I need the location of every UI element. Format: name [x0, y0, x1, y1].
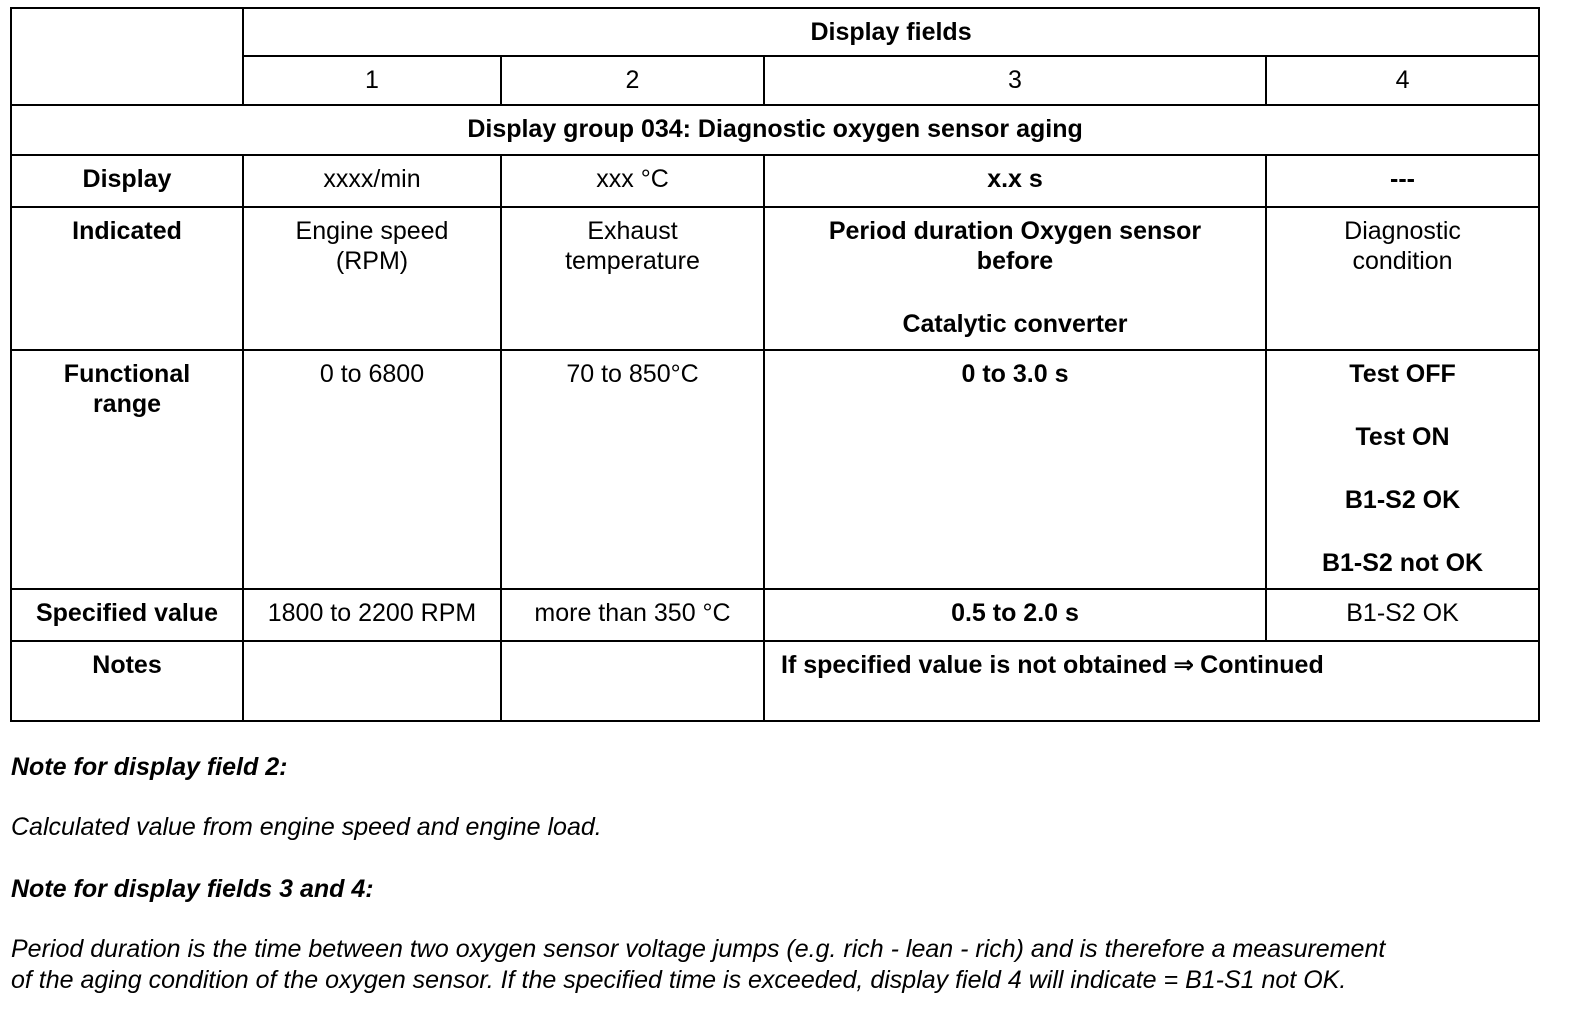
functional-field-1: 0 to 6800	[243, 350, 501, 589]
indicated-field-3	[764, 207, 1266, 350]
header-row	[11, 8, 1539, 56]
display-field-1: xxxx/min	[243, 155, 501, 207]
display-row-label: Display	[11, 155, 243, 207]
indicated-field-1-line2: (RPM)	[335, 247, 409, 275]
functional-range-label	[11, 350, 243, 589]
note-spacer	[11, 843, 1551, 874]
specified-value-row	[11, 589, 1539, 641]
indicated-field-2-line2: temperature	[565, 247, 700, 275]
note1-heading: Note for display field 2:	[11, 753, 288, 781]
specified-field-1: 1800 to 2200 RPM	[243, 589, 501, 641]
notes-field-2	[501, 641, 764, 721]
field-number-2: 2	[501, 56, 764, 105]
note-spacer	[11, 905, 1551, 934]
corner-cell	[11, 8, 243, 105]
functional-range-label-line2: range	[92, 390, 162, 418]
footnotes	[11, 752, 1551, 996]
field-number-4: 4	[1266, 56, 1539, 105]
functional-field-4-spacer	[1275, 389, 1530, 422]
display-fields-header: Display fields	[243, 8, 1539, 56]
indicated-field-2	[501, 207, 764, 350]
functional-range-row	[11, 350, 1539, 589]
note2-heading: Note for display fields 3 and 4:	[11, 875, 374, 903]
functional-field-4-item: Test ON	[1355, 423, 1450, 451]
functional-field-4-item: Test OFF	[1349, 360, 1456, 388]
group-title-row	[11, 105, 1539, 155]
display-fields-table	[10, 7, 1540, 722]
field-number-3: 3	[764, 56, 1266, 105]
indicated-row	[11, 207, 1539, 350]
functional-range-label-line1: Functional	[63, 360, 191, 388]
display-field-2: xxx °C	[501, 155, 764, 207]
functional-field-4-item: B1-S2 not OK	[1321, 549, 1484, 577]
indicated-field-2-line1: Exhaust	[587, 217, 678, 245]
specified-value-label: Specified value	[11, 589, 243, 641]
note2-text-line2: of the aging condition of the oxygen sensor. If the specified time is exceeded, display field 4 will indicate = B1-S1 not OK.	[11, 966, 1347, 994]
specified-field-4: B1-S2 OK	[1266, 589, 1539, 641]
indicated-field-3-line3: Catalytic converter	[902, 310, 1128, 338]
functional-field-4-spacer	[1275, 452, 1530, 485]
functional-field-4	[1266, 350, 1539, 589]
functional-field-4-spacer	[1275, 515, 1530, 548]
display-field-4: ---	[1266, 155, 1539, 207]
notes-field-1	[243, 641, 501, 721]
indicated-field-4-line2: condition	[1352, 247, 1453, 275]
indicated-field-1-line1: Engine speed	[295, 217, 449, 245]
functional-field-3: 0 to 3.0 s	[764, 350, 1266, 589]
specified-field-2: more than 350 °C	[501, 589, 764, 641]
indicated-field-3-spacer	[773, 276, 1257, 309]
note2-text-line1: Period duration is the time between two oxygen sensor voltage jumps (e.g. rich - lean - rich) and is therefore a measurement	[11, 935, 1386, 963]
right-arrow-icon: ⇒	[1173, 651, 1195, 679]
indicated-row-label: Indicated	[11, 207, 243, 350]
notes-fields-3-4	[764, 641, 1539, 721]
indicated-field-1	[243, 207, 501, 350]
field-number-1: 1	[243, 56, 501, 105]
functional-field-4-item: B1-S2 OK	[1344, 486, 1461, 514]
notes-continued-link[interactable]: Continued	[1200, 651, 1324, 679]
display-field-3: x.x s	[764, 155, 1266, 207]
note1-text: Calculated value from engine speed and engine load.	[11, 813, 602, 841]
indicated-field-4	[1266, 207, 1539, 350]
notes-prefix: If specified value is not obtained	[781, 651, 1168, 679]
group-title: Display group 034: Diagnostic oxygen sensor aging	[11, 105, 1539, 155]
functional-field-2: 70 to 850°C	[501, 350, 764, 589]
indicated-field-4-line1: Diagnostic	[1344, 217, 1461, 245]
indicated-field-3-line2: before	[976, 247, 1054, 275]
notes-label: Notes	[11, 641, 243, 721]
display-row	[11, 155, 1539, 207]
note-spacer	[11, 783, 1551, 812]
display-group-table	[10, 7, 1540, 722]
notes-row	[11, 641, 1539, 721]
indicated-field-3-line1: Period duration Oxygen sensor	[828, 217, 1202, 245]
specified-field-3: 0.5 to 2.0 s	[764, 589, 1266, 641]
